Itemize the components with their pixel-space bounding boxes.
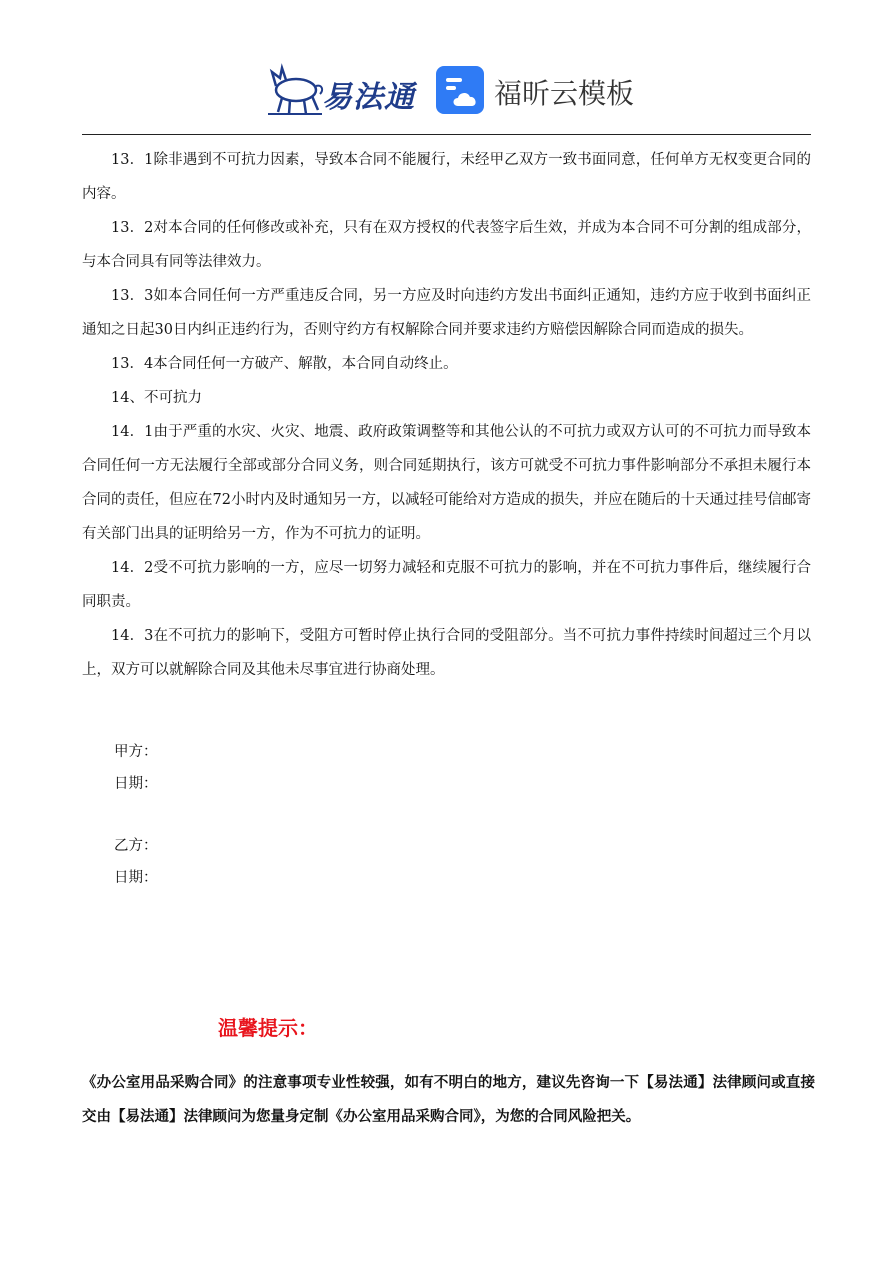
clause-13-3: 13．3如本合同任何一方严重违反合同，另一方应及时向违约方发出书面纠正通知，违约方应于收到书面纠正通知之日起30日内纠正违约行为，否则守约方有权解除合同并要求违约方赔偿因解除合同而造成的损失。 <box>82 288 811 338</box>
party-a-date-label: 日期： <box>114 776 158 792</box>
cloud-document-icon <box>434 64 486 116</box>
clause-13-1: 13．1除非遇到不可抗力因素，导致本合同不能履行，未经甲乙双方一致书面同意，任何单方无权变更合同的内容。 <box>82 152 811 202</box>
clause-14-3: 14．3在不可抗力的影响下，受阻方可暂时停止执行合同的受阻部分。当不可抗力事件持续时间超过三个月以上，双方可以就解除合同及其他未尽事宜进行协商处理。 <box>82 628 811 678</box>
yifatong-logo <box>262 60 422 120</box>
party-a-label: 甲方： <box>114 744 158 760</box>
clause-13-2: 13．2对本合同的任何修改或补充，只有在双方授权的代表签字后生效，并成为本合同不可分割的组成部分，与本合同具有同等法律效力。 <box>82 220 811 270</box>
page-header <box>0 58 893 124</box>
party-b-date-label: 日期： <box>114 870 158 886</box>
header-divider <box>82 134 811 135</box>
yifatong-logo-text: 易法通 <box>322 80 415 115</box>
section-14-heading: 14、不可抗力 <box>111 390 202 406</box>
foxit-template-logo-text: 福昕云模板 <box>494 77 635 110</box>
contract-body <box>82 143 811 687</box>
clause-14-1: 14．1由于严重的水灾、火灾、地震、政府政策调整等和其他公认的不可抗力或双方认可的不可抗力而导致本合同任何一方无法履行全部或部分合同义务，则合同延期执行，该方可就受不可抗力事件影响部分不承担未履行本合同的责任，但应在72小时内及时通知另一方，以减轻可能给对方造成的损失，并应在随后的十天通过挂号信邮寄有关部门出具的证明给另一方，作为不可抗力的证明。 <box>82 424 811 542</box>
foxit-template-logo <box>434 64 644 120</box>
tip-text: 《办公室用品采购合同》的注意事项专业性较强，如有不明白的地方，建议先咨询一下【易法通】法律顾问或直接交由【易法通】法律顾问为您量身定制《办公室用品采购合同》，为您的合同风险把关。 <box>82 1074 815 1125</box>
horse-icon <box>262 60 326 118</box>
clause-13-4: 13．4本合同任何一方破产、解散，本合同自动终止。 <box>111 356 458 372</box>
clause-14-2: 14．2受不可抗力影响的一方，应尽一切努力减轻和克服不可抗力的影响，并在不可抗力事件后，继续履行合同职责。 <box>82 560 811 610</box>
tip-title: 温馨提示： <box>218 1016 318 1040</box>
party-b-label: 乙方： <box>114 838 158 854</box>
